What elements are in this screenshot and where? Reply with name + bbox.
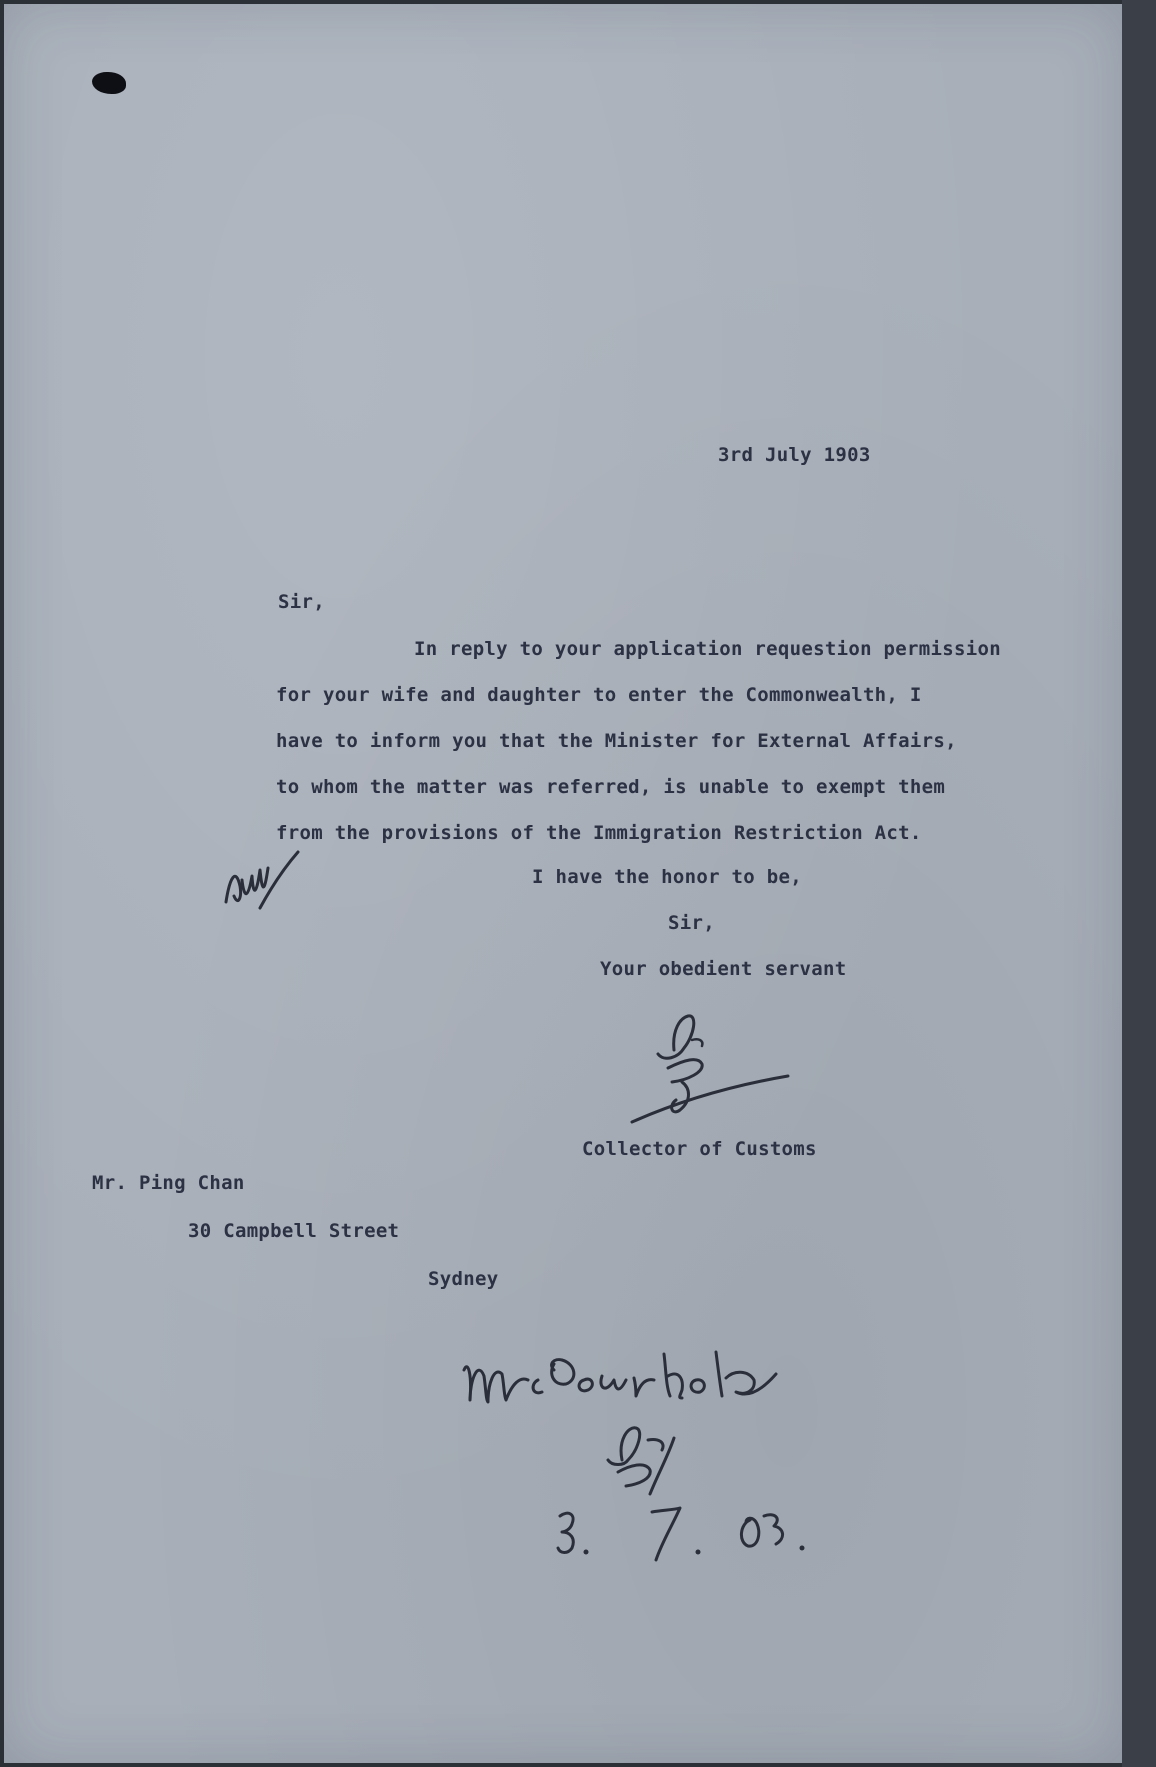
handwritten-annotation-date-box <box>556 1502 816 1562</box>
body-line-5: from the provisions of the Immigration Restriction Act. <box>276 822 922 844</box>
signature-mark <box>628 1010 798 1130</box>
closing-line-1: I have the honor to be, <box>532 866 802 888</box>
addressee-name: Mr. Ping Chan <box>92 1172 245 1194</box>
salutation: Sir, <box>278 591 325 613</box>
body-line-4: to whom the matter was referred, is unable to exempt them <box>276 776 946 798</box>
scan-edge <box>1122 0 1156 1767</box>
margin-initials-mark <box>222 846 302 916</box>
body-line-3: have to inform you that the Minister for External Affairs, <box>276 730 957 752</box>
handwritten-initials-mark <box>592 1420 712 1500</box>
closing-line-3: Your obedient servant <box>600 958 847 980</box>
handwritten-date-mark <box>556 1502 816 1562</box>
closing-line-2: Sir, <box>668 912 715 934</box>
letter-date: 3rd July 1903 <box>718 444 871 466</box>
handwritten-annotation-name-mark <box>458 1340 798 1430</box>
addressee-street: 30 Campbell Street <box>188 1220 400 1242</box>
addressee-city: Sydney <box>428 1268 499 1290</box>
body-line-2: for your wife and daughter to enter the Commonwealth, I <box>276 684 922 706</box>
signatory-title: Collector of Customs <box>582 1138 817 1160</box>
body-line-1: In reply to your application requestion permission <box>414 638 1001 660</box>
